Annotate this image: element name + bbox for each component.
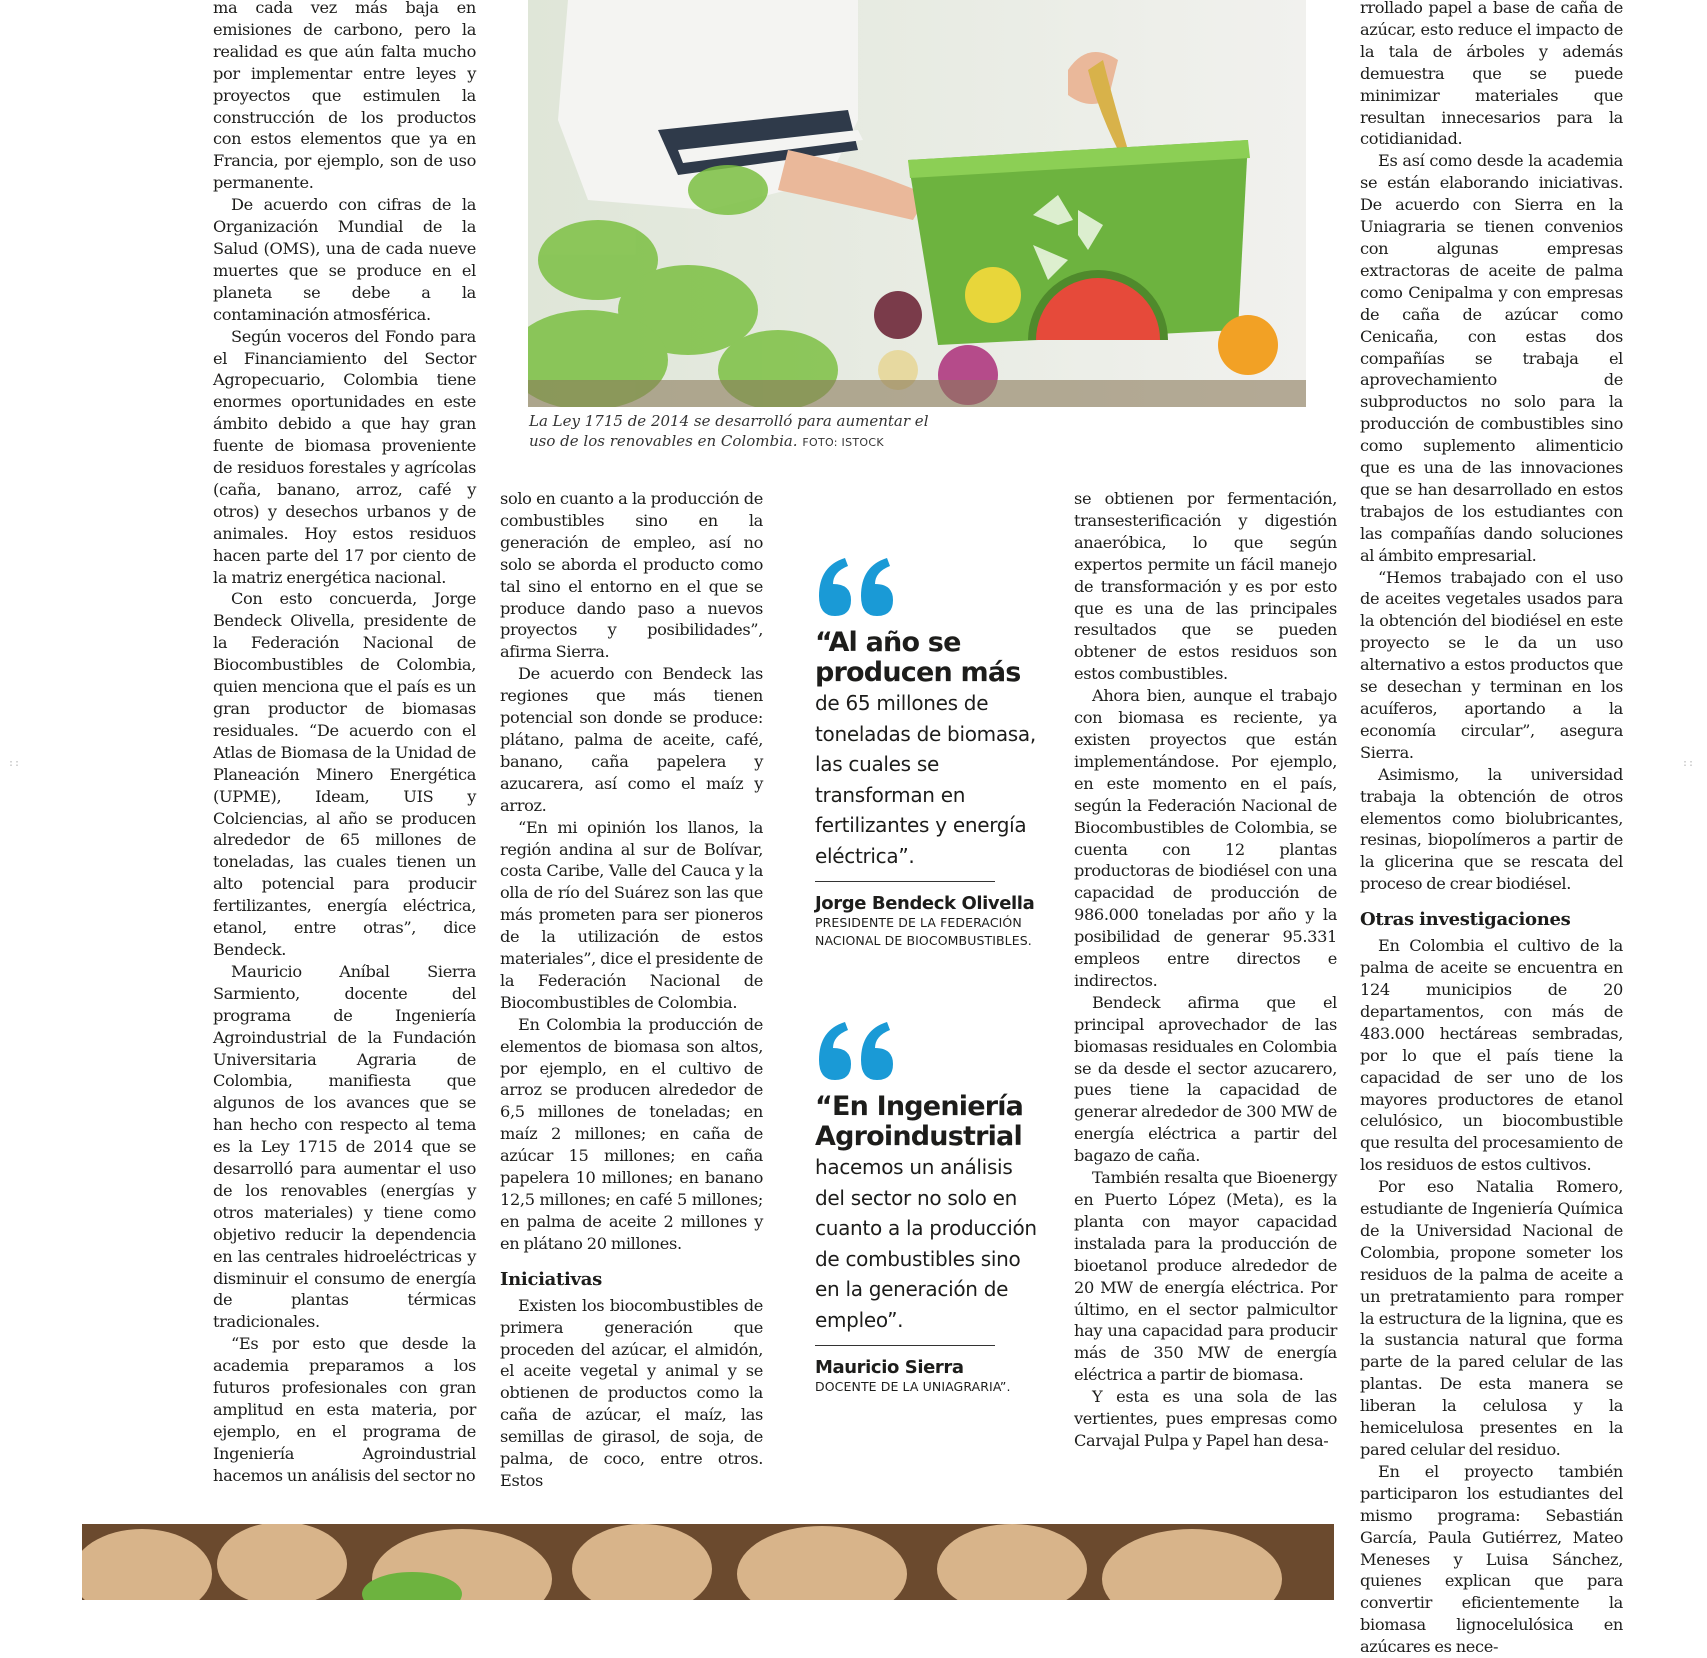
article-column-5 [1360, 0, 1623, 1658]
article-column-1 [213, 0, 476, 1487]
paragraph: ma cada vez más baja en emisiones de carbono, pero la realidad es que aún falta mucho por implementar entre leyes y proyectos que estimulen la construcción de los productos con estos elementos que ya en Francia, por ejemplo, son de uso permanente. [213, 0, 476, 193]
quote-mark-icon [815, 556, 901, 618]
section-heading: Iniciativas [500, 1268, 602, 1290]
paragraph: Y esta es una sola de las vertientes, pues empresas como Carvajal Pulpa y Papel han desa- [1074, 1387, 1337, 1450]
pull-quote-lead: “En Ingeniería Agroindustrial [815, 1091, 1024, 1152]
paragraph: Con esto concuerda, Jorge Bendeck Olivella, presidente de la Federación Nacional de Biocombustibles de Colombia, quien menciona que el país es un gran productor de biomasas residuales. “De acuerdo con el Atlas de Biomasa de la Unidad de Planeación Minero Energética (UPME), Ideam, UIS y Colciencias, al año se producen alrededor de 65 millones de toneladas, las cuales tienen un alto potencial para producir fertilizantes, energía eléctrica, etanol, entre otras”, dice Bendeck. [213, 589, 476, 959]
paragraph: Existen los biocombustibles de primera generación que proceden del azúcar, el almidón, el aceite vegetal y animal y se obtienen de productos como la caña de azúcar, el maíz, las semillas de girasol, de soja, de palma, de coco, entre otros. Estos [500, 1295, 763, 1490]
quote-author-role: DOCENTE DE LA UNIAGRARIA”. [815, 1379, 1011, 1394]
article-column-2 [500, 488, 763, 1492]
recycling-photo [528, 0, 1306, 407]
paragraph: Según voceros del Fondo para el Financiamiento del Sector Agropecuario, Colombia tiene enormes oportunidades en este ámbito debido a que hay gran fuente de biomasa proveniente de residuos forestales y agrícolas (caña, banano, arroz, café y otros) y desechos urbanos y de animales. Hoy estos residuos hacen parte del 17 por ciento de la matriz energética nacional. [213, 326, 476, 587]
paragraph: Ahora bien, aunque el trabajo con biomasa es reciente, ya existen proyectos que están implementándose. Por ejemplo, en este momento en el país, según la Federación Nacional de Biocombustibles de Colombia, se cuenta con 12 plantas productoras de biodiésel con una capacidad de producción de 986.000 toneladas por año y la posibilidad de generar 95.331 empleos entre directos e indirectos. [1074, 686, 1337, 990]
divider [815, 881, 995, 882]
paragraph: solo en cuanto a la producción de combustibles sino en la generación de empleo, así no solo se aborda el producto como tal sino el entorno en el que se produce dando paso a nuevos proyectos y posibilidades”, afirma Sierra. [500, 489, 763, 662]
paragraph: De acuerdo con Bendeck las regiones que más tienen potencial son donde se produce: plátano, palma de aceite, café, banano, caña papelera y azucarera, así como el maíz y arroz. [500, 664, 763, 815]
photo-illustration [528, 0, 1306, 407]
paragraph: En Colombia el cultivo de la palma de aceite se encuentra en 124 municipios de 20 departamentos, con más de 483.000 hectáreas sembradas, por lo que el país tiene la capacidad de ser uno de los mayores productores de etanol celulósico, un biocombustible que resulta del procesamiento de los residuos de estos cultivos. [1360, 936, 1623, 1175]
quote-author-role: PRESIDENTE DE LA FEDERACIÓN NACIONAL DE BIOCOMBUSTIBLES. [815, 915, 1032, 948]
quote-author: Mauricio Sierra [815, 1357, 964, 1378]
paragraph: se obtienen por fermentación, transesterificación y digestión anaeróbica, lo que según expertos permite un fácil manejo de transformación y es por esto que es una de las principales resultados que se pueden obtener de estos residuos son estos combustibles. [1074, 489, 1337, 684]
paragraph: En Colombia la producción de elementos de biomasa son altos, por ejemplo, en el cultivo de arroz se producen alrededor de 6,5 millones de toneladas; en maíz 2 millones; en caña de azúcar 15 millones; en caña papelera 10 millones; en banano 12,5 millones; en café 5 millones; en palma de aceite 2 millones y en plátano 20 millones. [500, 1014, 763, 1253]
pull-quote-lead: “Al año se producen más [815, 627, 1021, 688]
biomass-logs-photo [82, 1524, 1334, 1600]
paragraph: También resalta que Bioenergy en Puerto López (Meta), es la planta con mayor capacidad instalada para la producción de bioetanol produce alrededor de 20 MW de energía eléctrica. Por último, en el sector palmicultor hay una capacidad para producir más de 350 MW de energía eléctrica a partir de biomasa. [1074, 1168, 1337, 1385]
registration-mark: :: [1682, 758, 1695, 769]
registration-mark: :: [8, 758, 21, 769]
photo-credit: FOTO: ISTOCK [802, 436, 884, 449]
section-heading: Otras investigaciones [1360, 909, 1571, 931]
paragraph: “Hemos trabajado con el uso de aceites vegetales usados para la obtención del biodiésel en este proyecto se le da un uso alternativo a estos productos que se desechan y terminan en los acuíferos, aportando a la economía circular”, asegura Sierra. [1360, 567, 1623, 762]
paragraph: Asimismo, la universidad trabaja la obtención de otros elementos como biolubricantes, resinas, biopolímeros a partir de la glicerina que se rescata del proceso de crear biodiésel. [1360, 764, 1623, 894]
paragraph: Por eso Natalia Romero, estudiante de Ingeniería Química de la Universidad Nacional de Colombia, propone someter los residuos de la palma de aceite a un pretratamiento para romper la estructura de la lignina, que es la sustancia natural que forma parte de la pared celular de las plantas. De esta manera se liberan la celulosa y la hemicelulosa presentes en la pared celular del residuo. [1360, 1177, 1623, 1459]
pull-quote-bendeck [815, 556, 1045, 950]
pull-quote-body: de 65 millones de toneladas de biomasa, las cuales se transforman en fertilizantes y energía eléctrica”. [815, 691, 1036, 868]
pull-quote-body: hacemos un análisis del sector no solo en cuanto a la producción de combustibles sino en la generación de empleo”. [815, 1155, 1037, 1332]
paragraph: rrollado papel a base de caña de azúcar, esto reduce el impacto de la tala de árboles y además demuestra que se puede minimizar materiales que resultan innecesarios para la cotidianidad. [1360, 0, 1623, 149]
paragraph: Es así como desde la academia se están elaborando iniciativas. De acuerdo con Sierra en la Uniagraria se tienen convenios con algunas empresas extractoras de aceite de palma como Cenipalma y con empresas de caña de azúcar como Cenicaña, con estas dos compañías se trabaja el aprovechamiento de subproductos no solo para la producción de combustibles sino como suplemento alimenticio que es una de las innovaciones que se han desarrollado en estos trabajos de los estudiantes con las compañías dando soluciones al ámbito empresarial. [1360, 151, 1623, 565]
quote-author: Jorge Bendeck Olivella [815, 893, 1035, 914]
article-column-4 [1074, 488, 1337, 1452]
paragraph: “En mi opinión los llanos, la región andina al sur de Bolívar, costa Caribe, Valle del Cauca y la olla de río del Suárez son las que más prometen para ser pioneros de la utilización de estos materiales”, dice el presidente de la Federación Nacional de Biocombustibles de Colombia. [500, 817, 763, 1012]
paragraph: Bendeck afirma que el principal aprovechador de las biomasas residuales en Colombia se da desde el sector azucarero, pues tiene la capacidad de generar alrededor de 300 MW de energía eléctrica a partir del bagazo de caña. [1074, 992, 1337, 1166]
paragraph: Mauricio Aníbal Sierra Sarmiento, docente del programa de Ingeniería Agroindustrial de la Fundación Universitaria Agraria de Colombia, manifiesta que algunos de los avances que se han hecho con respecto al tema es la Ley 1715 de 2014 que se desarrolló para aumentar el uso de los renovables (energías y otros materiales) y tiene como objetivo reducir la dependencia en las centrales hidroeléctricas y disminuir el consumo de energía de plantas térmicas tradicionales. [213, 961, 476, 1332]
divider [815, 1345, 995, 1346]
paragraph: En el proyecto también participaron los estudiantes del mismo programa: Sebastián García, Paula Gutiérrez, Mateo Meneses y Luisa Sánchez, quienes explican que para convertir eficientemente la biomasa lignocelulósica en azúcares es nece- [1360, 1461, 1623, 1657]
pull-quote-sierra [815, 1020, 1045, 1396]
photo-caption [529, 411, 949, 453]
paragraph: De acuerdo con cifras de la Organización Mundial de la Salud (OMS), una de cada nueve muertes que se produce en el planeta se debe a la contaminación atmosférica. [213, 195, 476, 324]
caption-text: La Ley 1715 de 2014 se desarrolló para aumentar el uso de los renovables en Colombia. [529, 412, 929, 450]
quote-mark-icon [815, 1020, 901, 1082]
photo-illustration [82, 1524, 1334, 1600]
paragraph: “Es por esto que desde la academia preparamos a los futuros profesionales con gran amplitud en esta materia, por ejemplo, en el programa de Ingeniería Agroindustrial hacemos un análisis del sector no [213, 1334, 476, 1485]
